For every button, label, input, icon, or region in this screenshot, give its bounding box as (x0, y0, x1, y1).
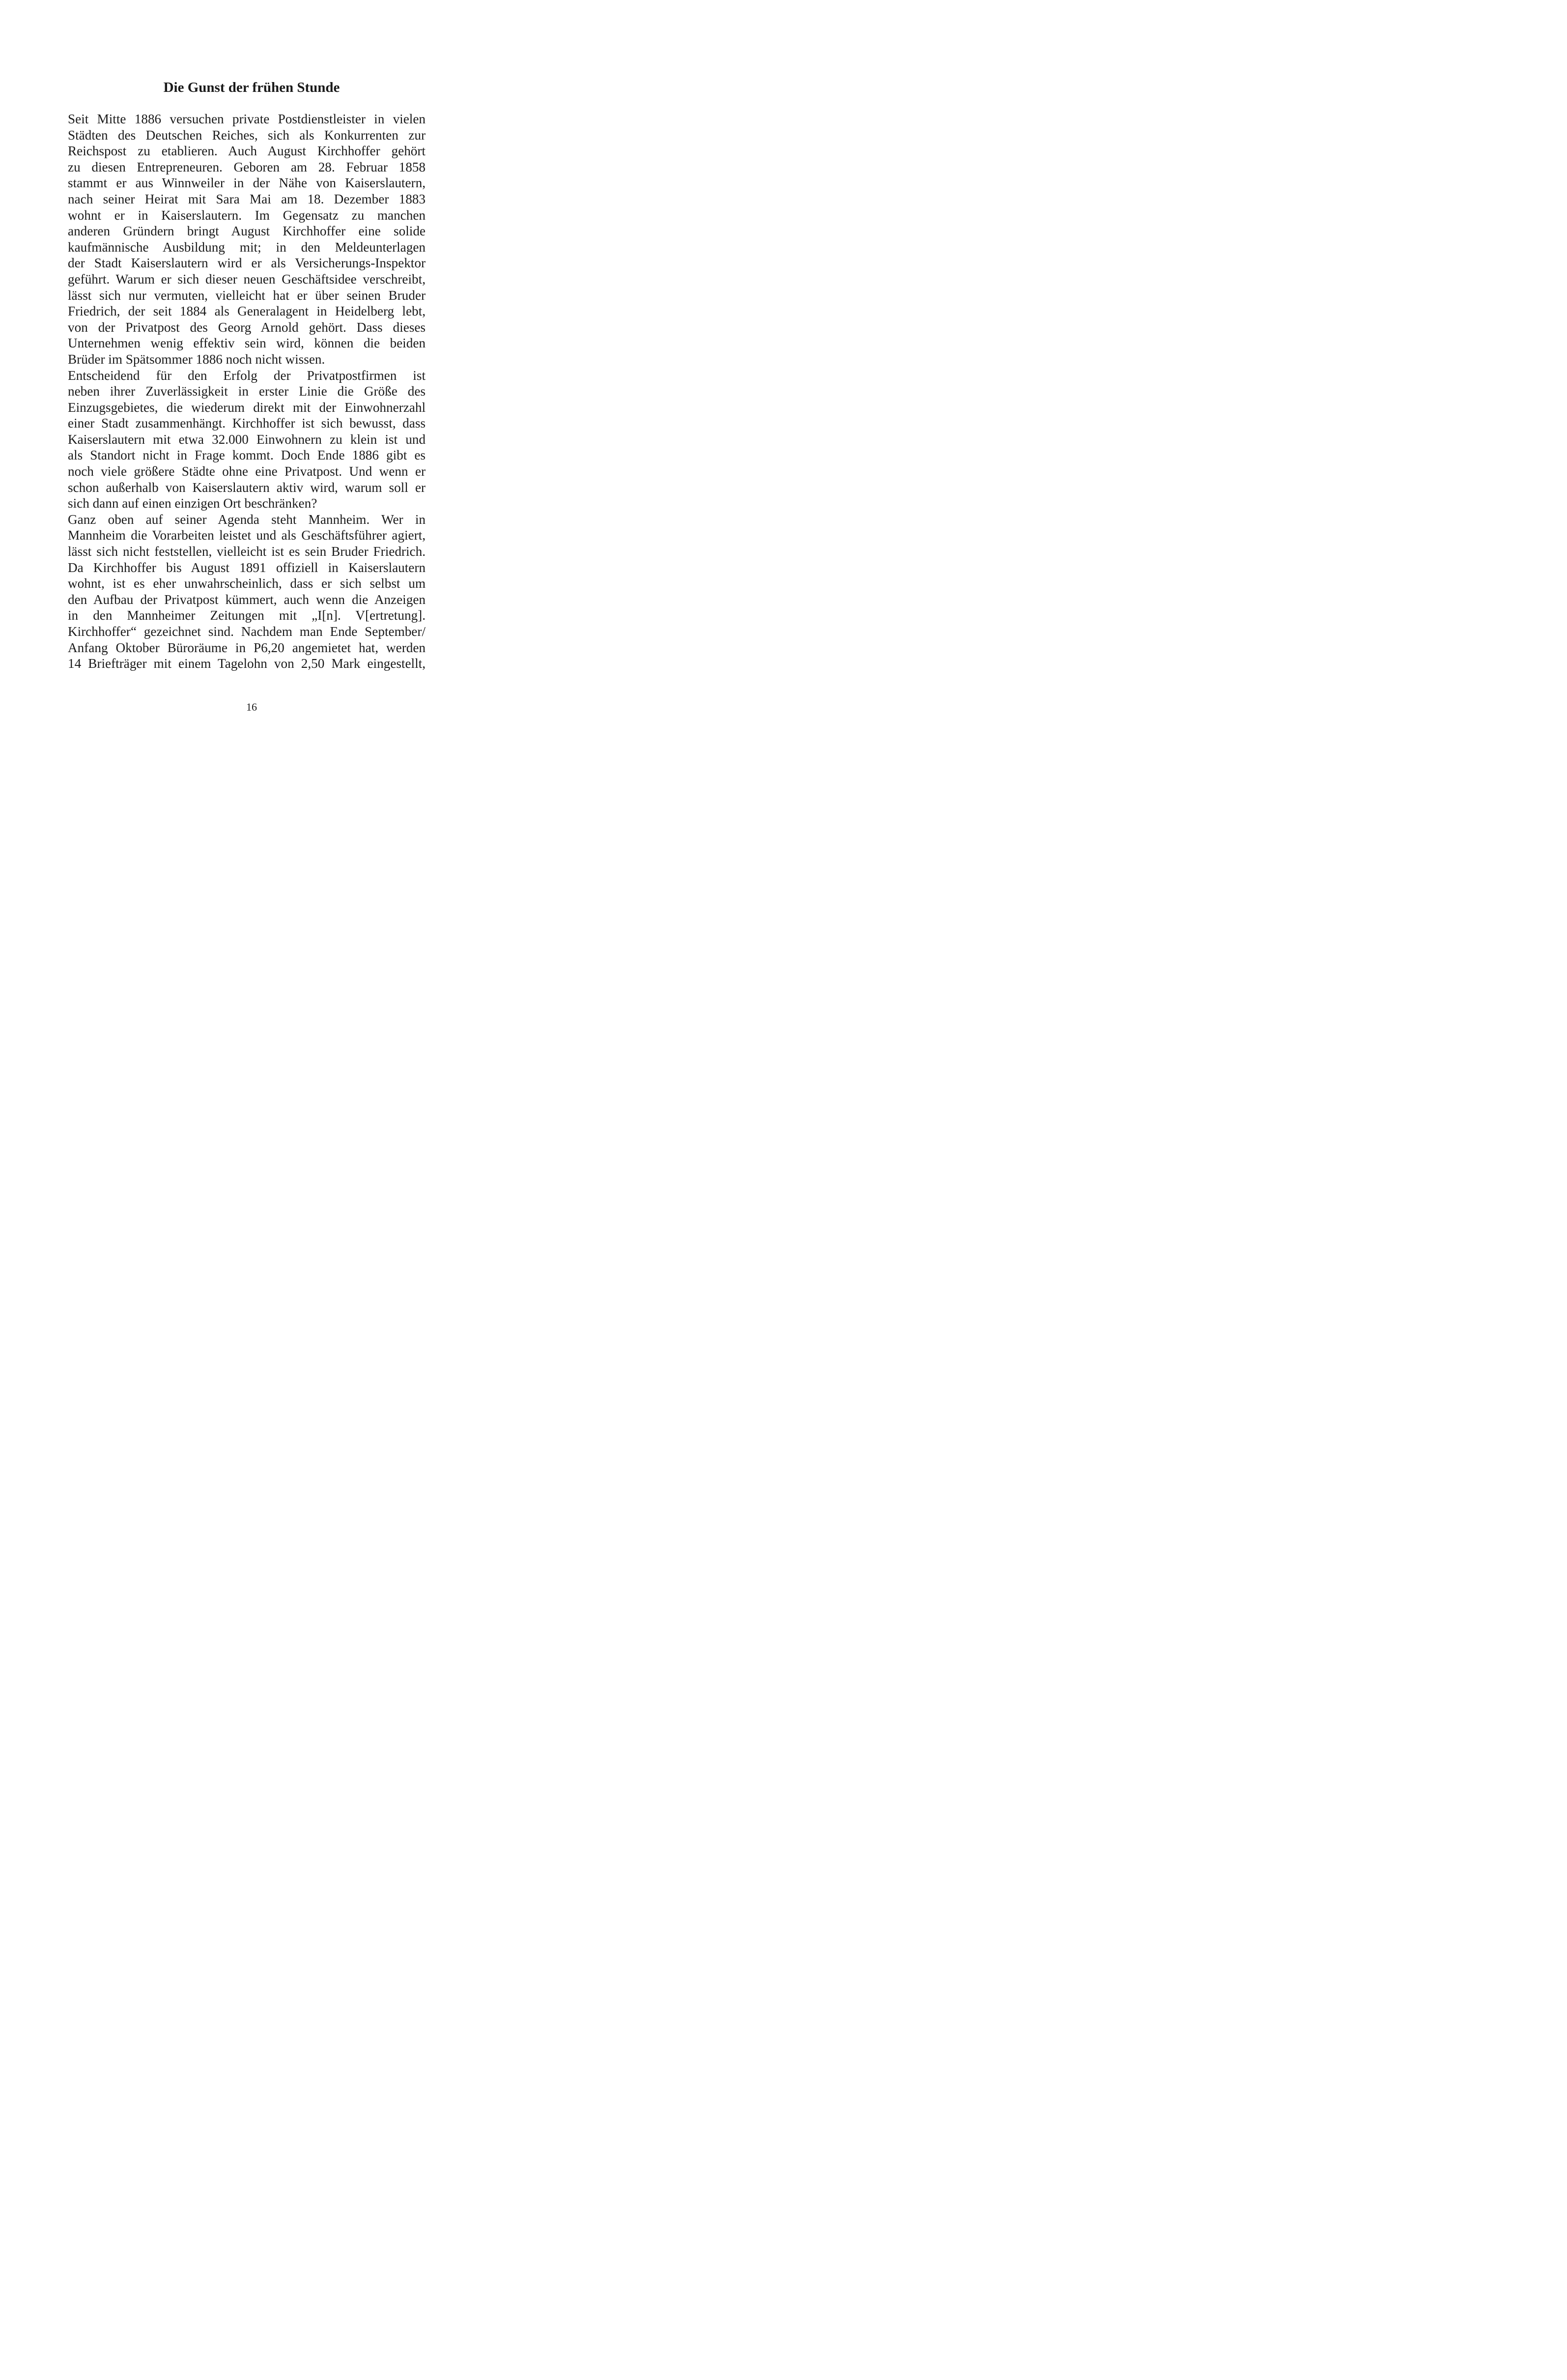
text-line: Da Kirchhoffer bis August 1891 offiziell in Kaiserslautern (68, 560, 426, 575)
text-line: wohnt, ist es eher unwahrscheinlich, dass er sich selbst um (68, 576, 426, 591)
text-line: sich dann auf einen einzigen Ort beschränken? (68, 496, 317, 511)
text-line: der Stadt Kaiserslautern wird er als Versicherungs-Inspektor (68, 256, 426, 271)
text-line: nach seiner Heirat mit Sara Mai am 18. Dezember 1883 (68, 191, 426, 206)
text-line: Unternehmen wenig effektiv sein wird, können die beiden (68, 336, 426, 351)
text-line: von der Privatpost des Georg Arnold gehört. Dass dieses (68, 319, 426, 335)
page-number: 16 (246, 701, 257, 713)
text-line: schon außerhalb von Kaiserslautern aktiv wird, warum soll er (68, 480, 426, 495)
text-line: den Aufbau der Privatpost kümmert, auch wenn die Anzeigen (68, 592, 426, 607)
text-line: in den Mannheimer Zeitungen mit „I[n]. V[ertretung]. (68, 608, 426, 623)
text-line: Brüder im Spätsommer 1886 noch nicht wissen. (68, 351, 325, 367)
text-line: Mannheim die Vorarbeiten leistet und als Geschäftsführer agiert, (68, 528, 426, 543)
text-line: zu diesen Entrepreneuren. Geboren am 28. Februar 1858 (68, 159, 426, 174)
text-line: wohnt er in Kaiserslautern. Im Gegensatz zu manchen (68, 207, 426, 223)
text-line: Seit Mitte 1886 versuchen private Postdienstleister in vielen (68, 112, 426, 126)
text-line: noch viele größere Städte ohne eine Privatpost. Und wenn er (68, 464, 426, 479)
body-text (68, 111, 426, 672)
text-line: Friedrich, der seit 1884 als Generalagent in Heidelberg lebt, (68, 304, 426, 319)
text-line: Reichspost zu etablieren. Auch August Kirchhoffer gehört (68, 143, 426, 159)
text-line: geführt. Warum er sich dieser neuen Geschäftsidee verschreibt, (68, 271, 426, 287)
text-line: lässt sich nur vermuten, vielleicht hat er über seinen Bruder (68, 287, 426, 303)
chapter-heading: Die Gunst der frühen Stunde (163, 80, 340, 95)
text-line: als Standort nicht in Frage kommt. Doch Ende 1886 gibt es (68, 448, 426, 463)
text-line: anderen Gründern bringt August Kirchhoffer eine solide (68, 224, 426, 239)
text-line: Ganz oben auf seiner Agenda steht Mannheim. Wer in (68, 512, 426, 527)
text-line: neben ihrer Zuverlässigkeit in erster Linie die Größe des (68, 384, 426, 399)
text-line: stammt er aus Winnweiler in der Nähe von Kaiserslautern, (68, 175, 426, 191)
text-line: Anfang Oktober Büroräume in P6,20 angemietet hat, werden (68, 640, 426, 655)
text-line: Einzugsgebietes, die wiederum direkt mit der Einwohnerzahl (68, 400, 426, 415)
text-line: Kaiserslautern mit etwa 32.000 Einwohnern zu klein ist und (68, 431, 426, 447)
text-line: Entscheidend für den Erfolg der Privatpostfirmen ist (68, 368, 426, 383)
text-line: Städten des Deutschen Reiches, sich als Konkurrenten zur (68, 127, 426, 143)
text-line: lässt sich nicht feststellen, vielleicht ist es sein Bruder Friedrich. (68, 544, 426, 559)
text-line: 14 Briefträger mit einem Tagelohn von 2,50 Mark eingestellt, (68, 656, 426, 671)
book-page (0, 0, 503, 764)
text-line: kaufmännische Ausbildung mit; in den Meldeunterlagen (68, 239, 426, 255)
text-line: Kirchhoffer“ gezeichnet sind. Nachdem man Ende September/ (68, 624, 426, 639)
text-line: einer Stadt zusammenhängt. Kirchhoffer ist sich bewusst, dass (68, 416, 426, 431)
